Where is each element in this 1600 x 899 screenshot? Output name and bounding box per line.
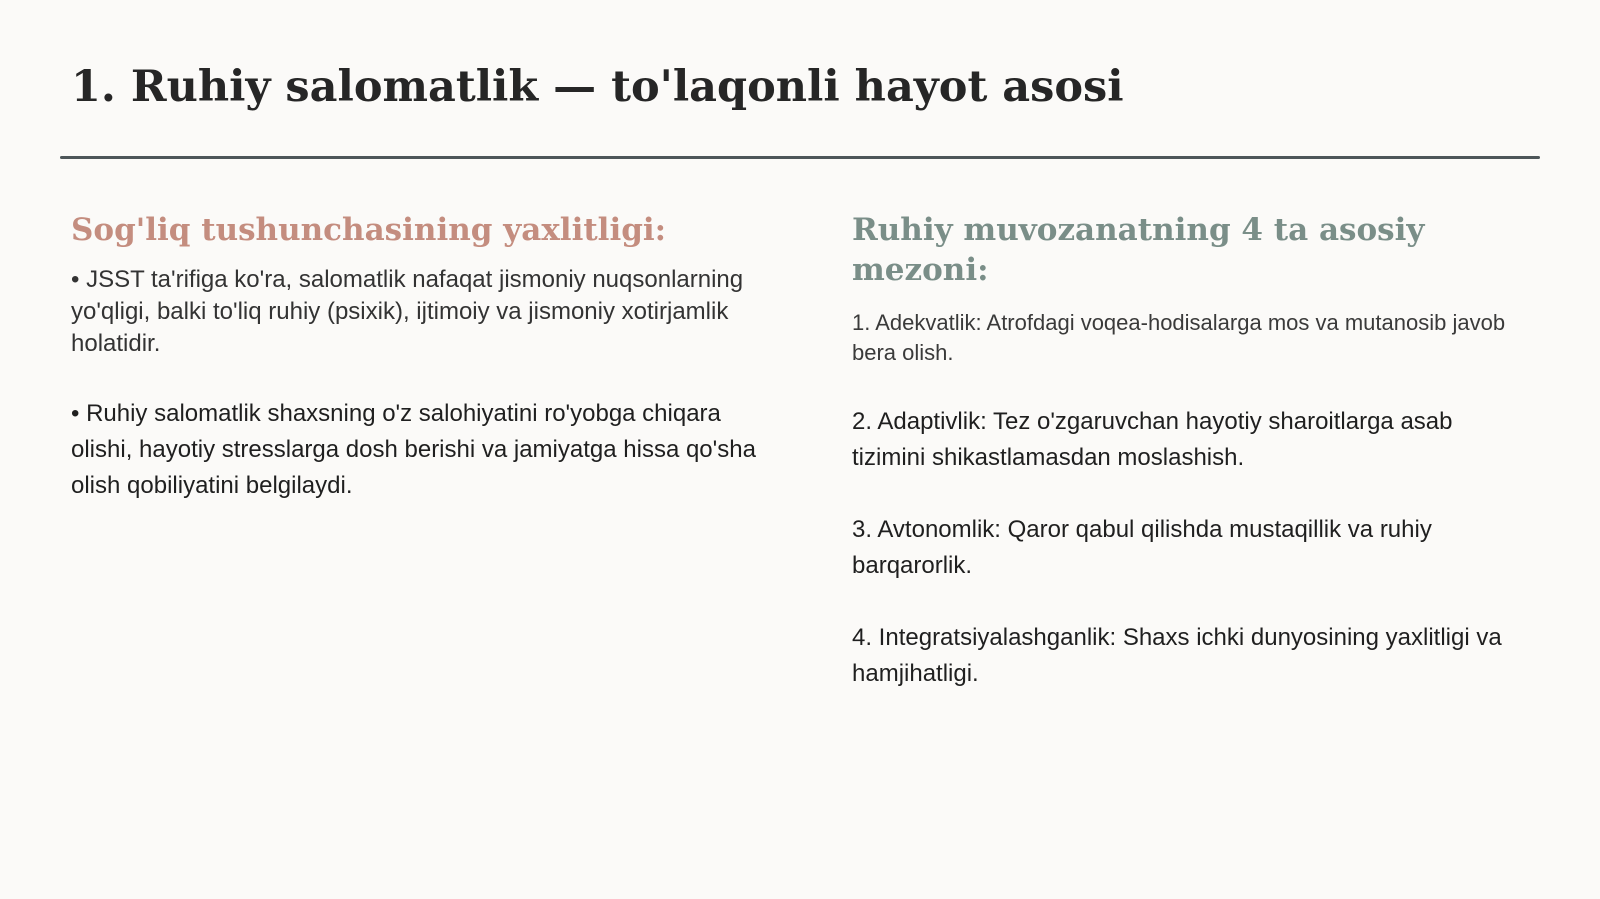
criterion-integration: 4. Integratsiyalashganlik: Shaxs ichki dunyosining yaxlitligi va hamjihatligi. [852,624,1502,687]
left-paragraph-mental-health: • Ruhiy salomatlik shaxsning o'z salohiyatini ro'yobga chiqara olishi, hayotiy stresslarga dosh berishi va jamiyatga hissa qo'sha olish qobiliyatini belgilaydi. [71,400,756,499]
criterion-adequacy: 1. Adekvatlik: Atrofdagi voqea-hodisalarga mos va mutanosib javob bera olish. [852,310,1506,365]
left-column-heading: Sog'liq tushunchasining yaxlitligi: [71,212,667,248]
criterion-autonomy: 3. Avtonomlik: Qaror qabul qilishda mustaqillik va ruhiy barqarorlik. [852,516,1432,579]
right-column-heading: Ruhiy muvozanatning 4 ta asosiy mezoni: [852,212,1425,288]
slide-title: 1. Ruhiy salomatlik — to'laqonli hayot asosi [71,62,1124,112]
left-column [71,210,761,504]
criterion-adaptivity: 2. Adaptivlik: Tez o'zgaruvchan hayotiy sharoitlarga asab tizimini shikastlamasdan moslashish. [852,408,1453,471]
left-paragraph-who-definition: • JSST ta'rifiga ko'ra, salomatlik nafaqat jismoniy nuqsonlarning yo'qligi, balki to'liq ruhiy (psixik), ijtimoiy va jismoniy xotirjamlik holatidir. [71,266,744,357]
title-divider [60,156,1540,159]
right-column [852,210,1512,692]
